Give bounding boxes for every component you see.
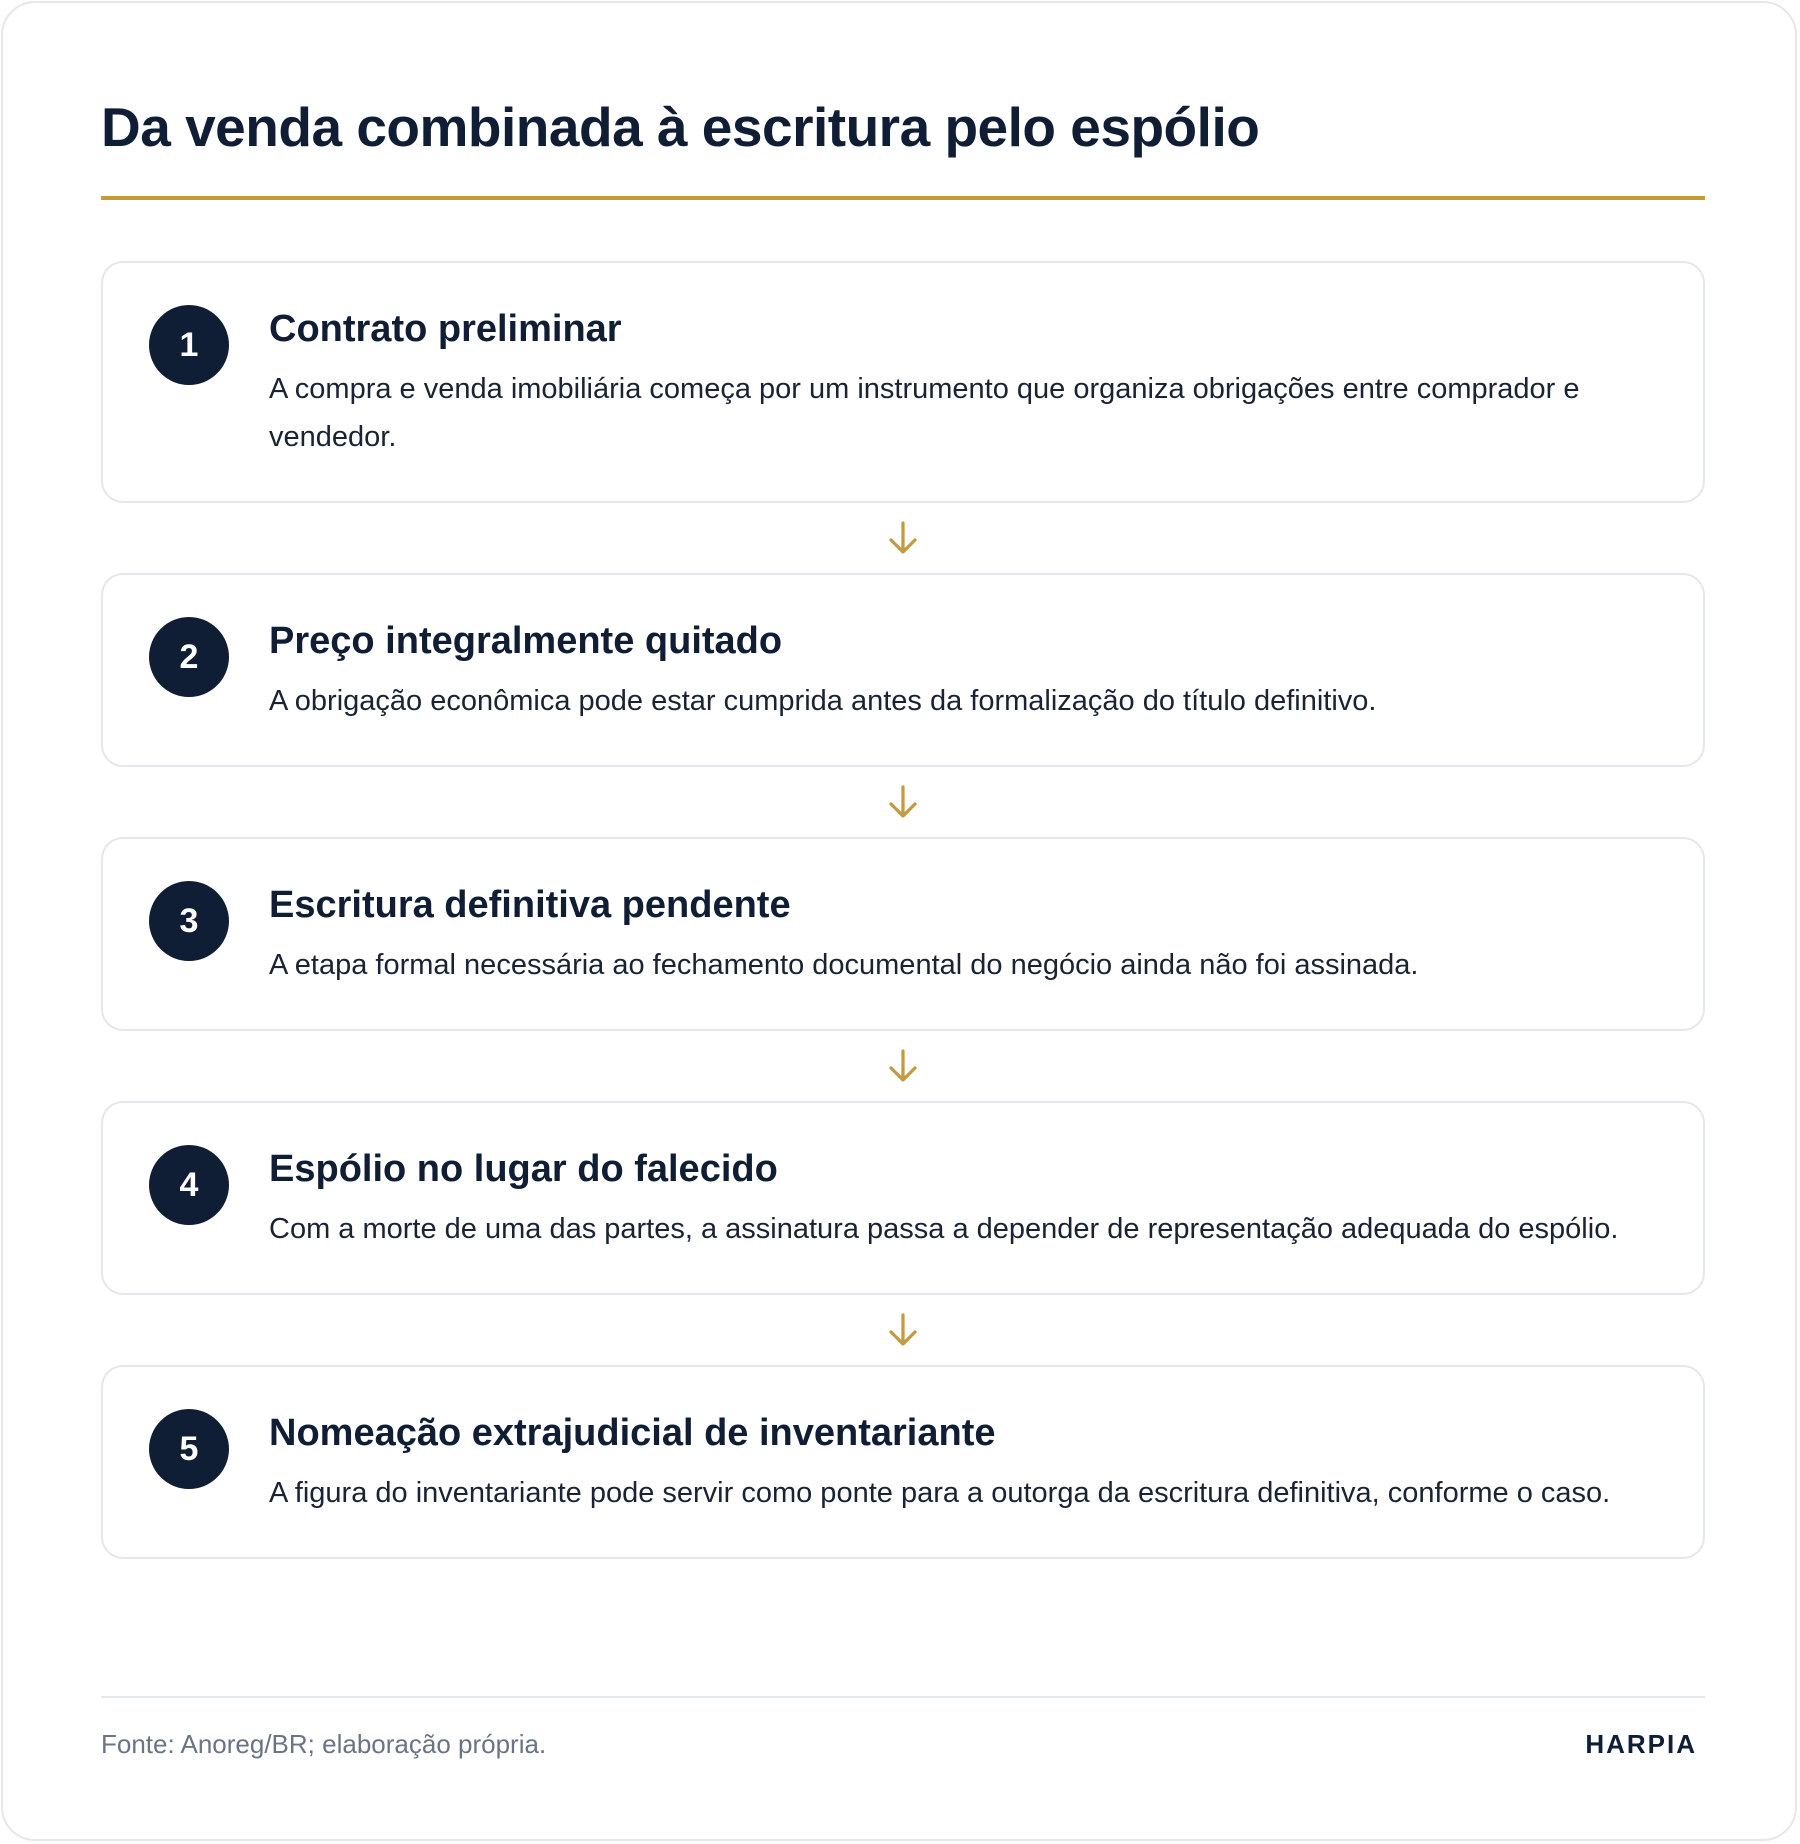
step-title: Escritura definitiva pendente [269,884,791,926]
arrow-down-icon [886,1048,920,1084]
steps-flow [101,261,1705,1559]
arrow-down-icon [886,1312,920,1348]
step-card-1 [101,261,1705,503]
step-number-badge: 3 [149,881,229,961]
step-title: Contrato preliminar [269,308,622,350]
footer-divider [101,1696,1705,1698]
step-number-badge: 5 [149,1409,229,1489]
diagram-card [1,1,1797,1841]
step-title: Nomeação extrajudicial de inventariante [269,1412,996,1454]
step-connector [101,503,1705,573]
arrow-down-icon [886,520,920,556]
step-card-5 [101,1365,1705,1559]
step-connector [101,1295,1705,1365]
title-divider [101,196,1705,200]
step-number-badge: 1 [149,305,229,385]
step-number-badge: 4 [149,1145,229,1225]
source-note: Fonte: Anoreg/BR; elaboração própria. [101,1729,547,1759]
step-title: Espólio no lugar do falecido [269,1148,778,1190]
step-number-badge: 2 [149,617,229,697]
step-description: A compra e venda imobiliária começa por um instrumento que organiza obrigações entre comprador e vendedor. [269,373,1580,453]
step-description: A figura do inventariante pode servir como ponte para a outorga da escritura definitiva, conforme o caso. [269,1477,1611,1509]
step-card-4 [101,1101,1705,1295]
arrow-down-icon [886,784,920,820]
step-description: Com a morte de uma das partes, a assinatura passa a depender de representação adequada do espólio. [269,1213,1619,1245]
step-description: A obrigação econômica pode estar cumprida antes da formalização do título definitivo. [269,685,1377,717]
step-card-3 [101,837,1705,1031]
step-connector [101,767,1705,837]
step-title: Preço integralmente quitado [269,620,783,662]
brand-logo-text: HARPIA [1585,1729,1697,1759]
step-connector [101,1031,1705,1101]
step-description: A etapa formal necessária ao fechamento documental do negócio ainda não foi assinada. [269,949,1419,981]
page-title: Da venda combinada à escritura pelo espólio [101,96,1260,158]
step-card-2 [101,573,1705,767]
